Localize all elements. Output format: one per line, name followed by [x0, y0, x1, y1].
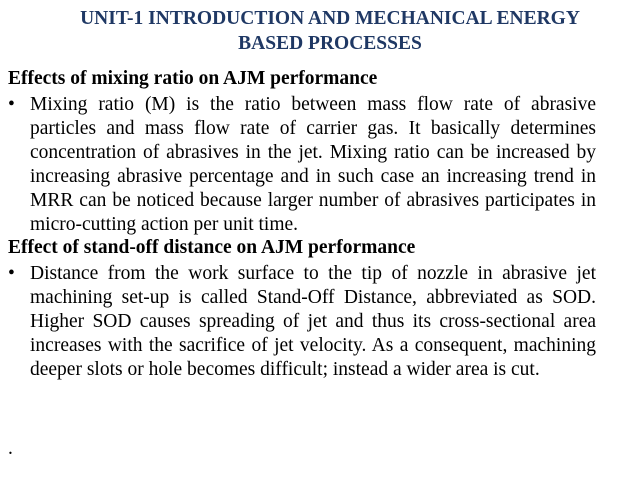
section-heading-stand-off-distance: Effect of stand-off distance on AJM performance: [8, 237, 416, 258]
bullet-icon: •: [8, 263, 15, 284]
slide-title-line-1: UNIT-1 INTRODUCTION AND MECHANICAL ENERGY: [80, 8, 580, 29]
section-heading-mixing-ratio: Effects of mixing ratio on AJM performance: [8, 68, 378, 89]
bullet-text-mixing-ratio: Mixing ratio (M) is the ratio between mass flow rate of abrasive particles and mass flow rate of carrier gas. It basically determines concentration of abrasives in the jet. Mixing ratio can be increased by increasing abrasive percentage and in such case an increasing trend in MRR can be noticed because larger number of abrasives participates in micro-cutting action per unit time.: [30, 94, 596, 235]
bullet-mixing-ratio: [8, 93, 596, 237]
slide-title: [20, 6, 638, 56]
bullet-stand-off-distance: [8, 262, 596, 382]
slide-title-line-2: BASED PROCESSES: [238, 33, 422, 54]
bullet-icon: •: [8, 94, 15, 115]
bullet-text-stand-off-distance: Distance from the work surface to the tip of nozzle in abrasive jet machining set-up is called Stand-Off Distance, abbreviated as SOD. Higher SOD causes spreading of jet and thus its cross-sectional area increases with the sacrifice of jet velocity. As a consequent, machining deeper slots or hole becomes difficult; instead a wider area is cut.: [30, 263, 596, 380]
trailing-period: .: [8, 438, 13, 459]
